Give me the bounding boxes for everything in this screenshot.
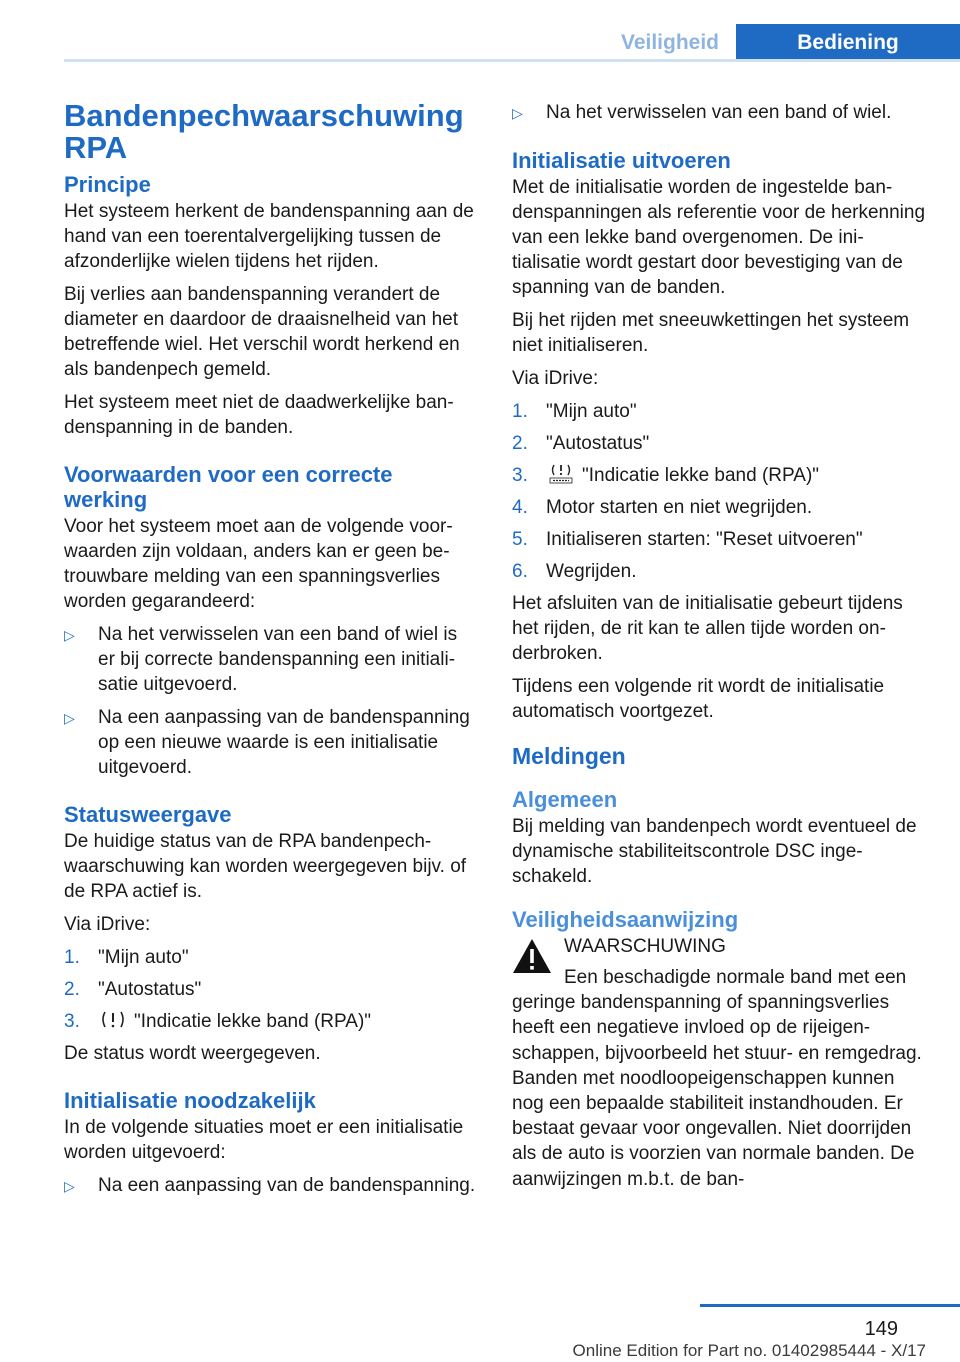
init-run-p4: Tijdens een volgende rit wordt de initialisatie automatisch voortgezet. [512, 676, 885, 722]
list-item [512, 399, 926, 424]
step-text: "Autostatus" [98, 979, 202, 1000]
list-item [512, 463, 926, 488]
warning-text: Een beschadigde normale band met een geringe bandenspanning of spanningsverlies heeft een negatieve invloed op de rijeigenschappen, bijvoorbeeld het stuur- en remgedrag. Banden met noodloopeigenschappen kunnen nog een bepaalde stabiliteit instandhouden. Er bestaat gevaar voor ongevallen. Niet doorrijden als de auto is voorzien van normale banden. De aanwijzingen m.b.t. de ban- [512, 967, 922, 1190]
safety-heading: Veiligheidsaanwijzing [512, 907, 739, 932]
list-item [512, 559, 926, 584]
bullet-text: Na het verwisselen van een band of wiel. [546, 102, 892, 123]
tab-veiligheid[interactable]: Veiligheid [620, 31, 720, 54]
bullet-icon: ▷ [64, 710, 75, 726]
init-run-heading: Initialisatie uitvoeren [512, 148, 731, 173]
principle-heading: Principe [64, 172, 151, 197]
step-text: Initialiseren starten: "Reset uitvoeren" [546, 529, 863, 550]
principle-p3: Het systeem meet niet de daadwerkelijke bandenspanning in de banden. [64, 392, 454, 438]
bullet-text: Na het verwisselen van een band of wiel is er bij correcte bandenspanning een initialisatie uitgevoerd. [98, 624, 458, 695]
page-number: 149 [864, 1318, 898, 1340]
init-run-via: Via iDrive: [512, 368, 599, 389]
bullet-text: Na een aanpassing van de bandenspanning op een nieuwe waarde is een initialisatie uitgevoerd. [98, 707, 470, 778]
init-run-p2: Bij het rijden met sneeuwkettingen het systeem niet initialiseren. [512, 310, 910, 356]
step-content [98, 1009, 371, 1034]
step-text: "Indicatie lekke band (RPA)" [582, 465, 820, 486]
conditions-heading: Voorwaarden voor een correcte werking [64, 462, 393, 512]
principle-p2: Bij verlies aan bandenspanning verandert de diameter en daardoor de draaisnelheid van het betreffende wiel. Het verschil wordt herkend en als bandenpech gemeld. [64, 284, 460, 380]
step-number: 5. [512, 529, 528, 550]
warning-triangle-icon [512, 938, 552, 974]
list-item [64, 977, 476, 1002]
step-text: "Autostatus" [546, 433, 650, 454]
list-item [64, 1173, 476, 1199]
step-number: 3. [512, 465, 528, 486]
step-text: Wegrijden. [546, 561, 637, 582]
right-column [512, 100, 926, 1192]
warning-box [512, 934, 926, 1192]
init-needed-heading: Initialisatie noodzakelijk [64, 1088, 316, 1113]
principle-p1: Het systeem herkent de bandenspanning aan de hand van een toerentalvergelijking tussen de afzonderlijke wielen tijdens het rijden. [64, 201, 474, 272]
step-number: 6. [512, 561, 528, 582]
status-via: Via iDrive: [64, 914, 151, 935]
tire-warning-icon [98, 1009, 128, 1031]
list-item [64, 705, 476, 780]
status-p1: De huidige status van de RPA bandenpechwaarschuwing kan worden weergegeven bijv. of de RPA actief is. [64, 831, 467, 902]
init-needed-p1: In de volgende situaties moet er een initialisatie worden uitgevoerd: [64, 1117, 464, 1163]
step-text: "Indicatie lekke band (RPA)" [134, 1011, 372, 1032]
list-item [512, 100, 926, 126]
list-item [512, 527, 926, 552]
step-text: "Mijn auto" [546, 401, 637, 422]
status-heading: Statusweergave [64, 802, 232, 827]
list-item [512, 431, 926, 456]
init-run-p1: Met de initialisatie worden de ingestelde bandenspanningen als referentie voor de herkenning van een lekke band overgenomen. De initialisatie wordt gestart door bevestiging van de spanning van de banden. [512, 177, 926, 298]
general-heading: Algemeen [512, 787, 618, 812]
tire-reset-icon [546, 463, 576, 485]
general-p: Bij melding van bandenpech wordt eventueel de dynamische stabiliteitscontrole DSC ingeschakeld. [512, 816, 917, 887]
step-number: 1. [512, 401, 528, 422]
list-item [512, 495, 926, 520]
warning-label: WAARSCHUWING [564, 936, 726, 957]
bullet-icon: ▷ [512, 105, 523, 121]
bullet-text: Na een aanpassing van de bandenspanning. [98, 1175, 476, 1196]
header-rule [64, 59, 960, 62]
step-number: 2. [64, 979, 80, 1000]
step-text: Motor starten en niet wegrijden. [546, 497, 813, 518]
list-item [64, 622, 476, 697]
status-after: De status wordt weergegeven. [64, 1043, 321, 1064]
list-item [64, 1009, 476, 1034]
step-number: 4. [512, 497, 528, 518]
step-content [546, 463, 819, 488]
messages-heading: Meldingen [512, 743, 626, 769]
init-run-p3: Het afsluiten van de initialisatie gebeurt tijdens het rijden, de rit kan te allen tijde worden onderbroken. [512, 593, 903, 664]
bullet-icon: ▷ [64, 1178, 75, 1194]
page-title: Bandenpechwaarschuwing RPA [64, 98, 464, 165]
conditions-p1: Voor het systeem moet aan de volgende voorwaarden zijn voldaan, anders kan er geen betrouwbare melding van een spanningsverlies worden gegarandeerd: [64, 516, 453, 612]
edition-note: Online Edition for Part no. 01402985444 - X/17 [572, 1341, 926, 1360]
bullet-icon: ▷ [64, 627, 75, 643]
step-number: 1. [64, 947, 80, 968]
tab-bediening[interactable]: Bediening [736, 24, 960, 62]
list-item [64, 945, 476, 970]
header-bar [64, 0, 960, 62]
step-text: "Mijn auto" [98, 947, 189, 968]
left-column [64, 100, 476, 1207]
step-number: 3. [64, 1011, 80, 1032]
footer-rule [700, 1304, 960, 1307]
step-number: 2. [512, 433, 528, 454]
